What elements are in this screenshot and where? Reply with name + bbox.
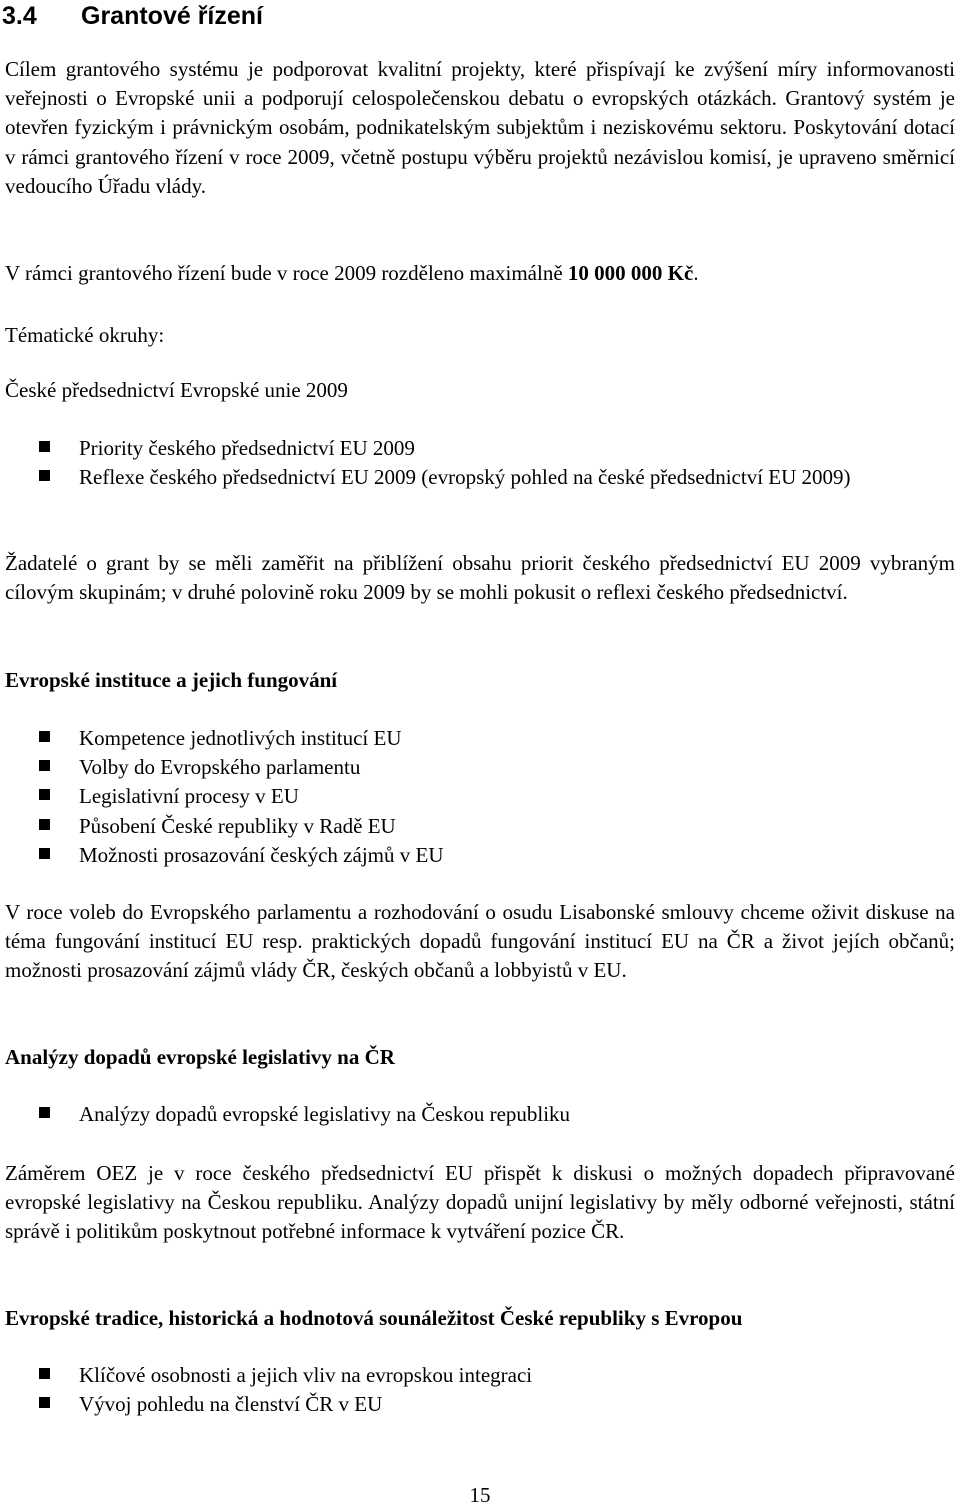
section-title: Grantové řízení — [81, 2, 263, 30]
budget-end: . — [693, 261, 699, 285]
list-item: Priority českého předsednictví EU 2009 — [0, 434, 950, 463]
topic-2-list — [0, 724, 950, 870]
list-item: Reflexe českého předsednictví EU 2009 (evropský pohled na české předsednictví EU 2009) — [0, 463, 950, 492]
topic-1-list — [0, 434, 950, 492]
square-bullet-icon — [39, 848, 50, 859]
page-number: 15 — [469, 1483, 491, 1507]
list-item: Analýzy dopadů evropské legislativy na Českou republiku — [0, 1100, 950, 1129]
topic-2-paragraph: V roce voleb do Evropského parlamentu a rozhodování o osudu Lisabonské smlouvy chceme oživit diskuse na téma fungování institucí EU resp. praktických dopadů fungování institucí EU na ČR a život jejích občanů; možnosti prosazování zájmů vlády ČR, českých občanů a lobbyistů v EU. — [5, 900, 955, 983]
square-bullet-icon — [39, 1368, 50, 1379]
budget-paragraph — [5, 259, 955, 288]
budget-amount: 10 000 000 Kč — [567, 261, 694, 285]
square-bullet-icon — [39, 731, 50, 742]
topic-1-title: České předsednictví Evropské unie 2009 — [5, 378, 348, 402]
list-item: Klíčové osobnosti a jejich vliv na evropskou integraci — [0, 1361, 950, 1390]
topic-3-list — [0, 1100, 950, 1129]
list-item: Možnosti prosazování českých zájmů v EU — [0, 841, 950, 870]
topic-4-list — [0, 1361, 950, 1419]
topic-4-title: Evropské tradice, historická a hodnotová sounáležitost České republiky s Evropou — [5, 1306, 743, 1330]
section-number: 3.4 — [2, 2, 37, 30]
list-item: Kompetence jednotlivých institucí EU — [0, 724, 950, 753]
square-bullet-icon — [39, 470, 50, 481]
topic-2-title: Evropské instituce a jejich fungování — [5, 668, 338, 692]
budget-text: V rámci grantového řízení bude v roce 2009 rozděleno maximálně — [5, 261, 568, 285]
topic-3-title: Analýzy dopadů evropské legislativy na ČR — [5, 1045, 395, 1069]
section-heading — [2, 2, 263, 30]
topics-label: Tématické okruhy: — [5, 323, 165, 347]
square-bullet-icon — [39, 760, 50, 771]
intro-paragraph: Cílem grantového systému je podporovat kvalitní projekty, které přispívají ke zvýšení míry informovanosti veřejnosti o Evropské unii a podporují celospolečenskou debatu o evropských otázkách. Grantový systém je otevřen fyzickým i právnickým osobám, podnikatelským subjektům i neziskovému sektoru. Poskytování dotací v rámci grantového řízení v roce 2009, včetně postupu výběru projektů nezávislou komisí, je upraveno směrnicí vedoucího Úřadu vlády. — [5, 57, 955, 198]
square-bullet-icon — [39, 1107, 50, 1118]
topic-3-paragraph: Záměrem OEZ je v roce českého předsednictví EU přispět k diskusi o možných dopadech připravované evropské legislativy na Českou republiku. Analýzy dopadů unijní legislativy by měly odborné veřejnosti, státní správě i politikům poskytnout potřebné informace k vytváření pozice ČR. — [5, 1161, 955, 1244]
list-item: Vývoj pohledu na členství ČR v EU — [0, 1390, 950, 1419]
list-item: Legislativní procesy v EU — [0, 782, 950, 811]
square-bullet-icon — [39, 819, 50, 830]
square-bullet-icon — [39, 1397, 50, 1408]
list-item: Volby do Evropského parlamentu — [0, 753, 950, 782]
square-bullet-icon — [39, 789, 50, 800]
square-bullet-icon — [39, 441, 50, 452]
list-item: Působení České republiky v Radě EU — [0, 812, 950, 841]
topic-1-paragraph: Žadatelé o grant by se měli zaměřit na přiblížení obsahu priorit českého předsednictví EU 2009 vybraným cílovým skupinám; v druhé polovině roku 2009 by se mohli pokusit o reflexi českého předsednictví. — [5, 551, 955, 605]
